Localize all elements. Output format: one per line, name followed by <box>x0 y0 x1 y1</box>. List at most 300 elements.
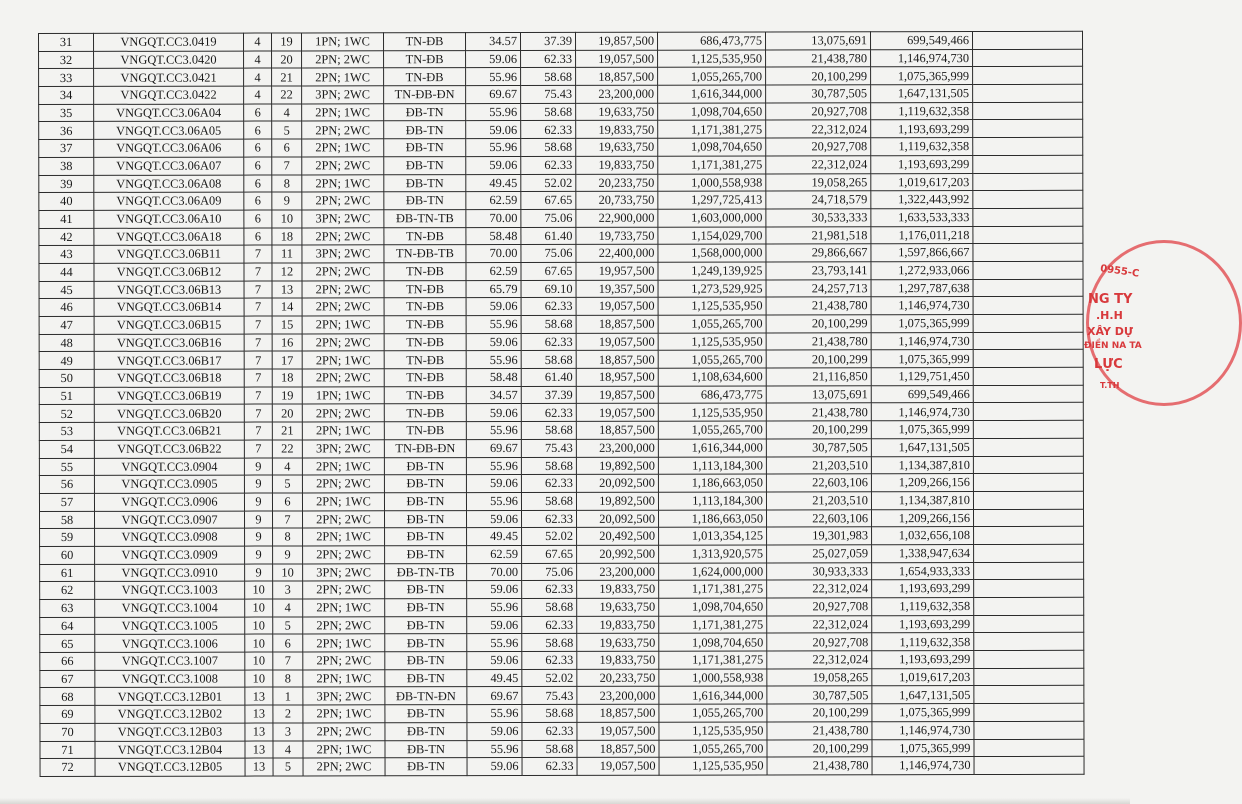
cell-total-price: 1,654,933,333 <box>872 562 974 580</box>
cell-price-before-fee: 1,013,354,125 <box>659 527 767 545</box>
cell-orientation: ĐB-TN <box>385 722 467 740</box>
table-row <box>39 420 1083 440</box>
cell-unit-no: 20 <box>272 404 302 422</box>
table-row <box>39 473 1083 493</box>
cell-blank <box>973 314 1083 332</box>
cell-bedroom-type: 2PN; 1WC <box>303 740 385 758</box>
cell-bedroom-type: 2PN; 2WC <box>303 723 385 741</box>
cell-unit-no: 18 <box>272 228 302 246</box>
cell-carpet-area: 59.06 <box>467 758 522 776</box>
cell-unit-no: 5 <box>273 617 303 635</box>
cell-unit-no: 10 <box>272 210 302 228</box>
cell-bedroom-type: 2PN; 2WC <box>302 475 384 493</box>
cell-stt: 44 <box>39 263 94 281</box>
cell-orientation: ĐB-TN <box>384 492 466 510</box>
cell-carpet-area: 49.45 <box>467 669 522 687</box>
cell-floor: 7 <box>244 404 272 422</box>
cell-maintenance-fee: 23,793,141 <box>766 262 871 280</box>
cell-unit-code: VNGQT.CC3.12B03 <box>95 723 245 741</box>
cell-floor: 4 <box>244 33 272 51</box>
cell-blank <box>973 49 1083 67</box>
cell-unit-price: 20,733,750 <box>576 191 658 209</box>
cell-unit-code: VNGQT.CC3.06B13 <box>94 281 244 299</box>
cell-carpet-area: 59.06 <box>467 510 522 528</box>
cell-unit-code: VNGQT.CC3.06B20 <box>94 405 244 423</box>
cell-bedroom-type: 2PN; 1WC <box>303 705 385 723</box>
seal-line: NG TY <box>1088 292 1133 307</box>
cell-orientation: TN-ĐB-TB <box>384 245 466 263</box>
cell-built-area: 58.68 <box>522 634 577 652</box>
cell-price-before-fee: 1,125,535,950 <box>658 403 766 421</box>
cell-floor: 10 <box>245 617 273 635</box>
cell-orientation: TN-ĐB <box>384 280 466 298</box>
cell-price-before-fee: 1,297,725,413 <box>658 191 766 209</box>
cell-carpet-area: 55.96 <box>467 740 522 758</box>
cell-price-before-fee: 1,125,535,950 <box>659 722 767 740</box>
cell-bedroom-type: 2PN; 2WC <box>302 298 384 316</box>
cell-floor: 6 <box>244 228 272 246</box>
table-row <box>39 279 1083 299</box>
cell-carpet-area: 55.96 <box>466 351 521 369</box>
cell-maintenance-fee: 21,203,510 <box>766 492 871 510</box>
cell-maintenance-fee: 20,100,299 <box>766 350 871 368</box>
cell-maintenance-fee: 24,718,579 <box>766 191 871 209</box>
cell-price-before-fee: 1,000,558,938 <box>658 173 766 191</box>
cell-unit-no: 5 <box>272 121 302 139</box>
cell-blank <box>973 456 1083 474</box>
table-row <box>39 155 1083 175</box>
cell-floor: 6 <box>244 157 272 175</box>
cell-stt: 39 <box>39 175 94 193</box>
cell-unit-code: VNGQT.CC3.1007 <box>95 652 245 670</box>
cell-bedroom-type: 2PN; 1WC <box>302 457 384 475</box>
cell-stt: 72 <box>40 759 95 777</box>
cell-unit-no: 9 <box>273 546 303 564</box>
cell-floor: 10 <box>245 581 273 599</box>
cell-floor: 7 <box>244 245 272 263</box>
table-row <box>39 102 1083 122</box>
cell-maintenance-fee: 19,301,983 <box>767 527 872 545</box>
cell-blank <box>974 597 1084 615</box>
cell-floor: 10 <box>245 652 273 670</box>
cell-carpet-area: 59.06 <box>466 333 521 351</box>
cell-blank <box>973 403 1083 421</box>
cell-unit-no: 20 <box>272 51 302 69</box>
cell-bedroom-type: 2PN; 1WC <box>303 528 385 546</box>
cell-floor: 6 <box>244 210 272 228</box>
cell-blank <box>973 367 1083 385</box>
cell-total-price: 1,193,693,299 <box>872 615 974 633</box>
cell-maintenance-fee: 21,116,850 <box>766 368 871 386</box>
cell-orientation: ĐB-TN <box>384 174 466 192</box>
cell-orientation: TN-ĐB <box>384 50 466 68</box>
cell-bedroom-type: 3PN; 2WC <box>302 86 384 104</box>
cell-maintenance-fee: 21,438,780 <box>766 403 871 421</box>
cell-price-before-fee: 1,108,634,600 <box>658 368 766 386</box>
cell-built-area: 75.43 <box>521 439 576 457</box>
cell-maintenance-fee: 13,075,691 <box>765 32 870 50</box>
cell-unit-no: 19 <box>272 387 302 405</box>
table-row <box>39 456 1083 476</box>
cell-unit-no: 15 <box>272 316 302 334</box>
cell-orientation: ĐB-TN <box>385 599 467 617</box>
cell-price-before-fee: 686,473,775 <box>658 386 766 404</box>
cell-orientation: TN-ĐB <box>384 316 466 334</box>
cell-stt: 41 <box>39 210 94 228</box>
table-row <box>39 137 1083 157</box>
cell-unit-price: 22,900,000 <box>576 209 658 227</box>
cell-unit-code: VNGQT.CC3.1006 <box>95 634 245 652</box>
cell-carpet-area: 70.00 <box>466 209 521 227</box>
cell-price-before-fee: 1,603,000,000 <box>658 209 766 227</box>
cell-price-before-fee: 1,098,704,650 <box>658 103 766 121</box>
cell-unit-code: VNGQT.CC3.1005 <box>95 617 245 635</box>
cell-built-area: 58.68 <box>521 351 576 369</box>
cell-carpet-area: 55.96 <box>467 598 522 616</box>
cell-unit-no: 7 <box>272 157 302 175</box>
cell-unit-no: 8 <box>273 670 303 688</box>
cell-bedroom-type: 3PN; 2WC <box>302 440 384 458</box>
cell-stt: 52 <box>39 405 94 423</box>
cell-stt: 71 <box>40 741 95 759</box>
cell-carpet-area: 59.06 <box>466 298 521 316</box>
cell-unit-no: 3 <box>273 723 303 741</box>
cell-orientation: TN-ĐB <box>384 351 466 369</box>
cell-blank <box>974 668 1084 686</box>
table-row <box>39 261 1083 281</box>
cell-bedroom-type: 3PN; 2WC <box>303 687 385 705</box>
cell-price-before-fee: 1,125,535,950 <box>658 333 766 351</box>
table-row <box>39 226 1083 246</box>
cell-blank <box>974 739 1084 757</box>
cell-orientation: ĐB-TN <box>385 705 467 723</box>
cell-unit-code: VNGQT.CC3.06B11 <box>94 245 244 263</box>
cell-built-area: 75.43 <box>521 85 576 103</box>
table-row <box>39 173 1083 193</box>
cell-unit-no: 4 <box>272 104 302 122</box>
cell-maintenance-fee: 22,603,106 <box>766 509 871 527</box>
cell-price-before-fee: 1,113,184,300 <box>658 456 766 474</box>
cell-blank <box>973 190 1083 208</box>
cell-bedroom-type: 2PN; 2WC <box>303 616 385 634</box>
cell-maintenance-fee: 30,533,333 <box>766 209 871 227</box>
cell-floor: 13 <box>245 723 273 741</box>
cell-price-before-fee: 1,616,344,000 <box>658 439 766 457</box>
cell-built-area: 69.10 <box>521 280 576 298</box>
cell-built-area: 58.68 <box>522 598 577 616</box>
cell-carpet-area: 62.59 <box>466 192 521 210</box>
cell-built-area: 37.39 <box>521 32 576 50</box>
cell-total-price: 1,193,693,299 <box>871 120 973 138</box>
cell-total-price: 1,119,632,358 <box>872 598 974 616</box>
cell-carpet-area: 34.57 <box>466 386 521 404</box>
cell-orientation: ĐB-TN <box>385 634 467 652</box>
cell-orientation: ĐB-TN <box>384 103 466 121</box>
cell-unit-price: 19,633,750 <box>576 103 658 121</box>
cell-stt: 55 <box>39 458 94 476</box>
cell-bedroom-type: 2PN; 1WC <box>303 670 385 688</box>
cell-price-before-fee: 1,171,381,275 <box>659 651 767 669</box>
cell-carpet-area: 49.45 <box>466 174 521 192</box>
cell-stt: 61 <box>40 564 95 582</box>
cell-stt: 33 <box>39 69 94 87</box>
table-row <box>39 332 1083 352</box>
cell-stt: 50 <box>39 369 94 387</box>
cell-total-price: 1,647,131,505 <box>871 438 973 456</box>
cell-orientation: ĐB-TN-TB <box>385 563 467 581</box>
cell-carpet-area: 59.06 <box>466 156 521 174</box>
cell-price-before-fee: 1,125,535,950 <box>659 757 767 775</box>
cell-unit-price: 19,957,500 <box>576 262 658 280</box>
table-row <box>40 544 1084 564</box>
cell-total-price: 1,193,693,299 <box>872 651 974 669</box>
cell-orientation: ĐB-TN <box>384 192 466 210</box>
cell-bedroom-type: 2PN; 2WC <box>303 652 385 670</box>
cell-blank <box>973 473 1083 491</box>
cell-orientation: TN-ĐB <box>384 333 466 351</box>
cell-unit-code: VNGQT.CC3.06A06 <box>94 139 244 157</box>
cell-blank <box>973 297 1083 315</box>
cell-price-before-fee: 1,624,000,000 <box>659 563 767 581</box>
cell-unit-code: VNGQT.CC3.06B19 <box>94 387 244 405</box>
table-row <box>40 597 1084 617</box>
cell-stt: 68 <box>40 688 95 706</box>
cell-maintenance-fee: 20,100,299 <box>767 704 872 722</box>
cell-price-before-fee: 1,313,920,575 <box>659 545 767 563</box>
cell-built-area: 62.33 <box>522 510 577 528</box>
cell-unit-price: 19,833,750 <box>577 581 659 599</box>
cell-total-price: 1,134,387,810 <box>871 456 973 474</box>
cell-blank <box>973 67 1083 85</box>
cell-built-area: 62.33 <box>521 475 576 493</box>
cell-unit-no: 4 <box>272 457 302 475</box>
cell-unit-price: 20,233,750 <box>577 669 659 687</box>
seal-line: ĐIỀN NA TA <box>1084 341 1142 351</box>
cell-built-area: 62.33 <box>522 722 577 740</box>
cell-unit-code: VNGQT.CC3.12B02 <box>95 705 245 723</box>
table-row <box>40 615 1084 635</box>
cell-unit-code: VNGQT.CC3.06A08 <box>94 175 244 193</box>
cell-maintenance-fee: 22,312,024 <box>767 580 872 598</box>
table-row <box>39 208 1083 228</box>
cell-stt: 54 <box>39 440 94 458</box>
cell-unit-code: VNGQT.CC3.12B05 <box>95 758 245 776</box>
cell-built-area: 58.68 <box>522 704 577 722</box>
cell-built-area: 62.33 <box>522 581 577 599</box>
cell-price-before-fee: 1,154,029,700 <box>658 227 766 245</box>
cell-maintenance-fee: 21,438,780 <box>766 332 871 350</box>
page-edge-shadow <box>0 798 1130 804</box>
cell-bedroom-type: 2PN; 1WC <box>302 104 384 122</box>
cell-bedroom-type: 2PN; 1WC <box>302 316 384 334</box>
cell-carpet-area: 70.00 <box>466 245 521 263</box>
cell-built-area: 75.43 <box>522 687 577 705</box>
cell-price-before-fee: 1,171,381,275 <box>658 120 766 138</box>
cell-stt: 62 <box>40 582 95 600</box>
cell-total-price: 1,075,365,999 <box>871 315 973 333</box>
cell-carpet-area: 70.00 <box>467 563 522 581</box>
cell-unit-code: VNGQT.CC3.0420 <box>94 51 244 69</box>
cell-floor: 9 <box>245 528 273 546</box>
cell-unit-price: 20,992,500 <box>577 545 659 563</box>
cell-orientation: TN-ĐB <box>384 386 466 404</box>
cell-unit-no: 9 <box>272 192 302 210</box>
cell-price-before-fee: 1,098,704,650 <box>658 138 766 156</box>
cell-carpet-area: 34.57 <box>466 32 521 50</box>
cell-price-before-fee: 1,125,535,950 <box>658 297 766 315</box>
table-row <box>40 650 1084 670</box>
cell-unit-price: 19,857,500 <box>576 386 658 404</box>
cell-bedroom-type: 2PN; 1WC <box>302 493 384 511</box>
table-row <box>39 367 1083 387</box>
cell-orientation: ĐB-TN <box>385 581 467 599</box>
table-row <box>40 562 1084 582</box>
cell-stt: 48 <box>39 334 94 352</box>
cell-bedroom-type: 2PN; 1WC <box>302 351 384 369</box>
cell-total-price: 699,549,466 <box>870 32 972 50</box>
cell-unit-no: 22 <box>272 440 302 458</box>
cell-price-before-fee: 1,055,265,700 <box>659 739 767 757</box>
cell-unit-price: 20,092,500 <box>577 510 659 528</box>
cell-maintenance-fee: 30,933,333 <box>767 562 872 580</box>
cell-floor: 6 <box>244 104 272 122</box>
cell-orientation: ĐB-TN <box>385 669 467 687</box>
cell-orientation: ĐB-TN <box>385 528 467 546</box>
cell-unit-code: VNGQT.CC3.0904 <box>94 458 244 476</box>
cell-maintenance-fee: 21,438,780 <box>766 297 871 315</box>
cell-orientation: ĐB-TN <box>385 740 467 758</box>
cell-stt: 35 <box>39 104 94 122</box>
cell-floor: 10 <box>245 599 273 617</box>
cell-built-area: 58.68 <box>521 315 576 333</box>
cell-maintenance-fee: 30,787,505 <box>766 85 871 103</box>
cell-unit-price: 20,092,500 <box>576 474 658 492</box>
cell-unit-price: 23,200,000 <box>576 85 658 103</box>
cell-carpet-area: 55.96 <box>467 705 522 723</box>
cell-maintenance-fee: 21,981,518 <box>766 226 871 244</box>
cell-blank <box>974 527 1084 545</box>
cell-bedroom-type: 2PN; 2WC <box>303 510 385 528</box>
cell-stt: 47 <box>39 316 94 334</box>
cell-stt: 63 <box>40 599 95 617</box>
cell-maintenance-fee: 13,075,691 <box>766 386 871 404</box>
cell-unit-no: 3 <box>273 581 303 599</box>
cell-total-price: 1,322,443,992 <box>871 191 973 209</box>
cell-built-area: 62.33 <box>521 121 576 139</box>
cell-carpet-area: 62.59 <box>466 262 521 280</box>
cell-total-price: 1,597,866,667 <box>871 244 973 262</box>
cell-price-before-fee: 1,000,558,938 <box>659 669 767 687</box>
seal-line: .H.H <box>1096 309 1123 322</box>
cell-unit-no: 8 <box>273 528 303 546</box>
cell-built-area: 75.06 <box>521 209 576 227</box>
cell-carpet-area: 59.06 <box>466 50 521 68</box>
cell-maintenance-fee: 21,203,510 <box>766 456 871 474</box>
cell-maintenance-fee: 22,312,024 <box>767 615 872 633</box>
cell-unit-no: 6 <box>273 634 303 652</box>
cell-maintenance-fee: 20,927,708 <box>767 598 872 616</box>
cell-built-area: 62.33 <box>521 50 576 68</box>
cell-carpet-area: 65.79 <box>466 280 521 298</box>
cell-blank <box>974 686 1084 704</box>
cell-bedroom-type: 2PN; 2WC <box>302 369 384 387</box>
cell-orientation: ĐB-TN <box>385 546 467 564</box>
table-row <box>39 385 1083 405</box>
cell-unit-price: 19,633,750 <box>576 138 658 156</box>
cell-unit-code: VNGQT.CC3.06B22 <box>94 440 244 458</box>
cell-floor: 6 <box>244 192 272 210</box>
cell-maintenance-fee: 22,603,106 <box>766 474 871 492</box>
cell-blank <box>973 279 1083 297</box>
cell-built-area: 62.33 <box>521 156 576 174</box>
cell-price-before-fee: 1,171,381,275 <box>659 580 767 598</box>
cell-floor: 7 <box>244 422 272 440</box>
cell-orientation: ĐB-TN <box>385 758 467 776</box>
table-row <box>40 739 1084 759</box>
cell-maintenance-fee: 20,927,708 <box>766 103 871 121</box>
cell-built-area: 62.33 <box>522 651 577 669</box>
cell-blank <box>973 332 1083 350</box>
cell-total-price: 1,075,365,999 <box>871 421 973 439</box>
cell-stt: 66 <box>40 652 95 670</box>
cell-maintenance-fee: 22,312,024 <box>767 651 872 669</box>
table-row <box>39 49 1083 69</box>
cell-stt: 46 <box>39 299 94 317</box>
cell-unit-price: 19,733,750 <box>576 227 658 245</box>
cell-orientation: ĐB-TN-TB <box>384 209 466 227</box>
cell-orientation: TN-ĐB-ĐN <box>384 439 466 457</box>
cell-total-price: 1,075,365,999 <box>872 704 974 722</box>
table-row <box>40 509 1084 529</box>
cell-unit-price: 23,200,000 <box>576 439 658 457</box>
cell-unit-price: 23,200,000 <box>577 687 659 705</box>
cell-carpet-area: 59.06 <box>466 404 521 422</box>
cell-total-price: 1,146,974,730 <box>871 332 973 350</box>
cell-blank <box>974 633 1084 651</box>
cell-unit-price: 18,857,500 <box>577 704 659 722</box>
cell-bedroom-type: 2PN; 2WC <box>303 546 385 564</box>
cell-unit-no: 14 <box>272 298 302 316</box>
cell-floor: 9 <box>245 511 273 529</box>
cell-built-area: 52.02 <box>522 528 577 546</box>
cell-carpet-area: 69.67 <box>466 439 521 457</box>
cell-carpet-area: 69.67 <box>467 687 522 705</box>
cell-unit-no: 22 <box>272 86 302 104</box>
cell-unit-price: 18,857,500 <box>576 421 658 439</box>
cell-maintenance-fee: 30,787,505 <box>766 439 871 457</box>
cell-unit-code: VNGQT.CC3.0907 <box>95 511 245 529</box>
cell-maintenance-fee: 21,438,780 <box>767 757 872 775</box>
cell-blank <box>973 385 1083 403</box>
cell-floor: 7 <box>244 316 272 334</box>
seal-line: LỰC <box>1094 357 1123 372</box>
cell-unit-code: VNGQT.CC3.06B18 <box>94 369 244 387</box>
cell-orientation: TN-ĐB <box>384 422 466 440</box>
table-row <box>40 527 1084 547</box>
cell-built-area: 61.40 <box>521 227 576 245</box>
cell-orientation: ĐB-TN <box>384 121 466 139</box>
cell-unit-no: 1 <box>273 687 303 705</box>
cell-unit-code: VNGQT.CC3.06B21 <box>94 422 244 440</box>
cell-stt: 70 <box>40 723 95 741</box>
cell-floor: 13 <box>245 687 273 705</box>
cell-maintenance-fee: 20,100,299 <box>766 67 871 85</box>
cell-unit-price: 19,633,750 <box>577 634 659 652</box>
cell-unit-no: 12 <box>272 263 302 281</box>
table-row <box>40 756 1084 776</box>
cell-floor: 7 <box>244 298 272 316</box>
cell-blank <box>973 261 1083 279</box>
